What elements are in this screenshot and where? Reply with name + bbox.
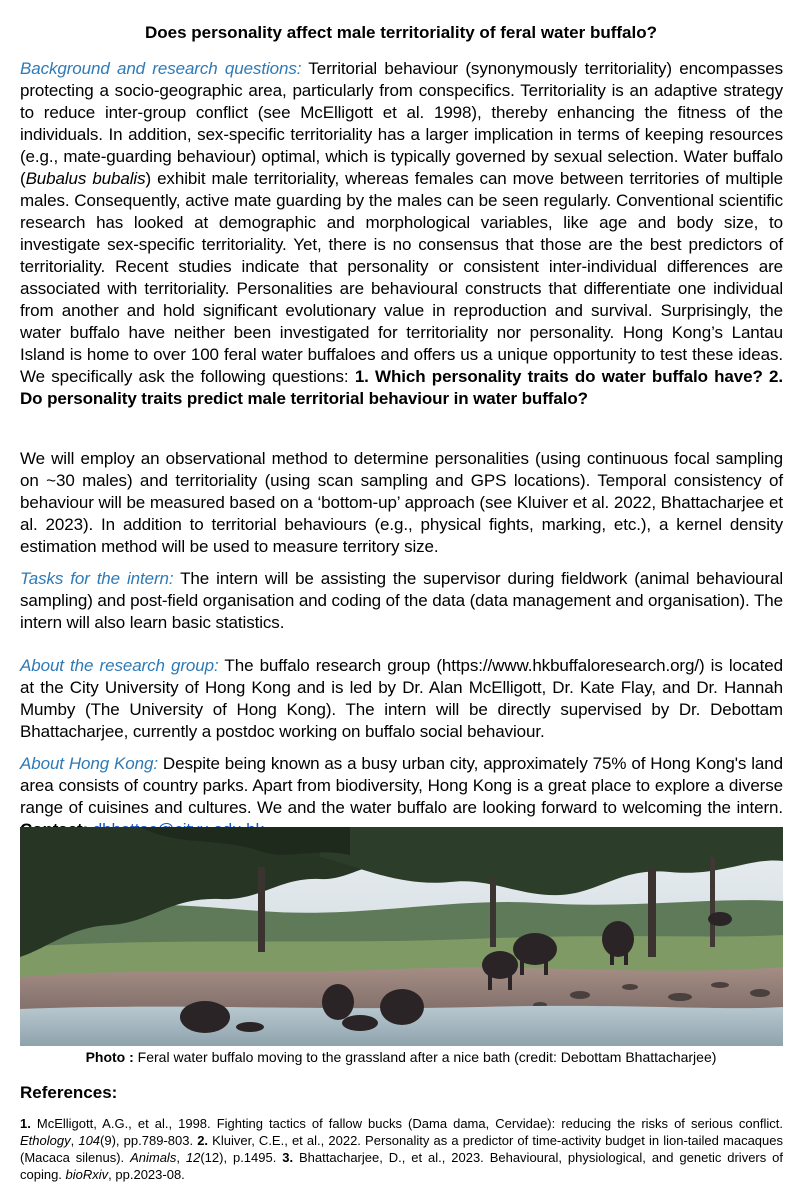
photo-caption — [0, 1048, 802, 1066]
reference-3-journal: bioRxiv — [65, 1167, 109, 1182]
background-text-1: Territorial behaviour (synonymously territoriality) encompasses protecting a socio-geographic area, particularly from conspecifics. Territoriality is an adaptive strategy to reduce inter-group conflict (see McElligott et al. 1998), thereby enhancing the fitness of the individuals. In addition, sex-specific territoriality has a larger implication in terms of keeping resources (e.g., mate-guarding behaviour) optimal, which is typically governed by sexual selection. Water buffalo ( — [20, 59, 784, 188]
reference-2-text: Kluiver, C.E., et al., 2022. Personality as a predictor of time-activity budget in lion-tailed macaques (Macaca silenus). — [20, 1133, 783, 1165]
hong-kong-label: About Hong Kong: — [20, 754, 158, 773]
research-questions: 1. Which personality traits do water buffalo have? 2. Do personality traits predict male territorial behaviour in water buffalo? — [20, 367, 783, 408]
reference-1-volume: 104 — [78, 1133, 101, 1148]
research-group-text: The buffalo research group (https://www.hkbuffaloresearch.org/) is located at the City University of Hong Kong and is led by Dr. Alan McElligott, Dr. Kate Flay, and Dr. Hannah Mumby (The University of Hong Kong). The intern will be directly supervised by Dr. Debottam Bhattacharjee, currently a postdoc working on buffalo social behaviour. — [20, 656, 783, 741]
method-paragraph: We will employ an observational method to determine personalities (using continuous focal sampling on ~30 males) and territoriality (using scan sampling and GPS locations). Temporal consistency of behaviour will be measured based on a ‘bottom-up’ approach (see Kluiver et al. 2022, Bhattacharjee et al. 2023). In addition to territorial behaviours (e.g., physical fights, marking, etc.), a kernel density estimation method will be used to measure territory size. — [20, 449, 783, 556]
tasks-text: The intern will be assisting the supervisor during fieldwork (animal behavioural sampling) and post-field organisation and coding of the data (data management and organisation). The intern will also learn basic statistics. — [20, 569, 783, 632]
research-group-paragraph — [20, 655, 783, 743]
research-group-label: About the research group: — [20, 656, 219, 675]
reference-1-rest: (9), pp.789-803. — [100, 1133, 198, 1148]
caption-text: Feral water buffalo moving to the grassland after a nice bath (credit: Debottam Bhattacharjee) — [133, 1049, 717, 1065]
reference-1-text: McElligott, A.G., et al., 1998. Fighting tactics of fallow bucks (Dama dama, Cervidae): reducing the risks of serious conflict. — [30, 1116, 783, 1131]
hong-kong-text: Despite being known as a busy urban city, approximately 75% of Hong Kong's land area consists of country parks. Apart from biodiversity, Hong Kong is a great place to explore a diverse range of cuisines and cultures. We and the water buffalo are looking forward to welcoming the intern. — [20, 754, 783, 817]
species-name: Bubalus bubalis — [25, 169, 146, 188]
references-heading: References: — [20, 1083, 118, 1102]
tasks-label: Tasks for the intern: — [20, 569, 174, 588]
reference-1-journal: Ethology — [20, 1133, 71, 1148]
references-list: 1. McElligott, A.G., et al., 1998. Fighting tactics of fallow bucks (Dama dama, Cervidae): reducing the risks of serious conflict. Ethology, 104(9), pp.789-803. 2. Kluiver, C.E., et al., 2022. Personality as a predictor of time-activity budget in lion-tailed macaques (Macaca silenus). Animals, 12(12), p.1495. 3. Bhattacharjee, D., et al., 2023. Behavioural, physiological, and genetic drivers of coping. bioRxiv, pp.2023-08. — [20, 1116, 783, 1182]
page-title: Does personality affect male territoriality of feral water buffalo? — [144, 23, 658, 42]
background-text-2: ) exhibit male territoriality, whereas females can move between territories of multiple males. Consequently, active mate guarding by the males can be seen regularly. Conventional scientific research has looked at demographic and morphological variables, like age and body size, to investigate sex-specific territoriality. Yet, there is no consensus that those are the best predictors of territoriality. Recent studies indicate that personality or consistent inter-individual differences are associated with territoriality. Personalities are behavioural constructs that differentiate one individual from another and hold significant evolutionary value in reproduction and survival. Surprisingly, the water buffalo have neither been investigated for territoriality nor personality. Hong Kong’s Lantau Island is home to over 100 feral water buffaloes and offers us a unique opportunity to test these ideas. We specifically ask the following questions: — [20, 169, 783, 386]
reference-3-number: 3. — [282, 1150, 294, 1165]
background-label: Background and research questions: — [20, 59, 302, 78]
reference-2-rest: (12), p.1495. — [200, 1150, 283, 1165]
background-paragraph — [20, 58, 783, 410]
reference-3-text: Bhattacharjee, D., et al., 2023. Behavioural, physiological, and genetic drivers of coping. — [20, 1150, 783, 1182]
reference-2-journal: Animals — [130, 1150, 177, 1165]
buffalo-photo — [20, 827, 783, 1046]
reference-1-number: 1. — [20, 1116, 31, 1131]
reference-2-number: 2. — [197, 1133, 209, 1148]
reference-2-volume: 12 — [185, 1150, 201, 1165]
tasks-paragraph — [20, 568, 783, 634]
reference-3-rest: , pp.2023-08. — [108, 1167, 185, 1182]
caption-label: Photo : — [85, 1049, 134, 1065]
